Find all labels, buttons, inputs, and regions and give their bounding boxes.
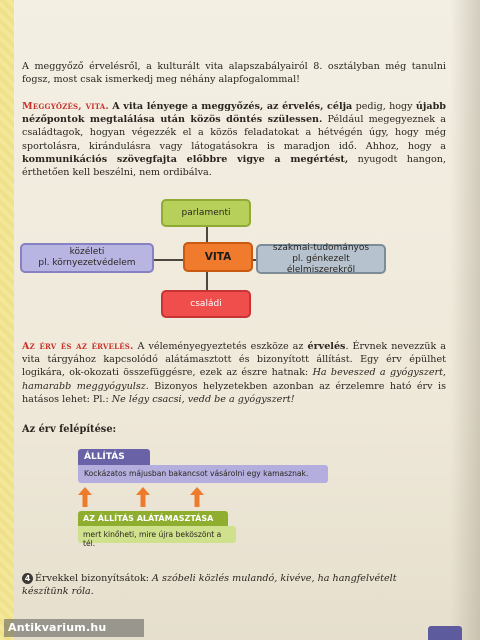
page-number-tab: [428, 626, 462, 640]
task-number-badge: 4: [22, 573, 33, 584]
debate-type-parliamentary: parlamenti: [161, 199, 251, 227]
debate-type-scientific: szakmai-tudományos pl. génkezelt élelmiszerekről: [256, 244, 386, 274]
task-4: 4 Érvekkel bizonyítsátok: A szóbeli közlés mulandó, kivéve, ha hangfelvételt készítünk róla.: [22, 573, 397, 598]
debate-type-public: közéleti pl. környezetvédelem: [20, 243, 154, 273]
section-argument-heading: Az érv és az érvelés.: [22, 341, 134, 352]
page-edge-shadow: [450, 0, 480, 640]
debate-type-family: családi: [161, 290, 251, 318]
claim-label: ÁLLÍTÁS: [78, 449, 150, 465]
support-label: AZ ÁLLÍTÁS ALÁTÁMASZTÁSA: [78, 511, 228, 526]
section-persuasion-heading: Meggyőzés, vita.: [22, 101, 109, 112]
section-argument-paragraph: Az érv és az érvelés. A véleményegyeztetés eszköze az érvelés. Érvnek nevezzük a vita tárgyához kapcsolódó alátámasztott és bizonyított állítást. Egy érv épülhet logikára, ok-okozati összefüggésre, ezek az észre hatnak: Ha beveszed a gyógyszert, hamarabb meggyógyulsz. Bizonyos helyzetekben azonban az érzelemre ható érv is hatásos lehet: Pl.: Ne légy csacsi, vedd be a gyógyszert!: [22, 341, 447, 405]
section-persuasion-paragraph: Meggyőzés, vita. A vita lényege a meggyőzés, az érvelés, célja pedig, hogy újabb nézőpontok megtalálása után közös döntés szülessen. Például megegyeznek a családtagok, hogyan végezzék el a közös feladatokat a hétvégén úgy, hogy még sportolásra, kirándulásra vagy látogatásokra is maradjon idő. Ahhoz, hogy a kommunikációs szövegfajta előbbre vigye a megértést, nyugodt hangon, érthetően kell beszélni, nem ordibálva.: [22, 101, 447, 179]
support-text: mert kinőheti, mire újra beköszönt a tél.: [78, 526, 236, 543]
arrow-up-icon: [78, 487, 92, 507]
arrow-up-icon: [190, 487, 204, 507]
decorative-left-strip: [0, 0, 14, 640]
arrow-up-icon: [136, 487, 150, 507]
intro-paragraph: A meggyőző érvelésről, a kulturált vita alapszabályairól 8. osztályban még tanulni fogsz, most csak ismerkedj meg néhány alapfogalommal!: [22, 61, 446, 86]
watermark-logo: Antikvarium.hu: [4, 619, 144, 637]
debate-types-diagram: [20, 196, 400, 326]
argument-structure-title: Az érv felépítése:: [22, 424, 117, 435]
claim-text: Kockázatos májusban bakancsot vásárolni egy kamasznak.: [78, 465, 328, 483]
debate-center-node: VITA: [183, 242, 253, 272]
